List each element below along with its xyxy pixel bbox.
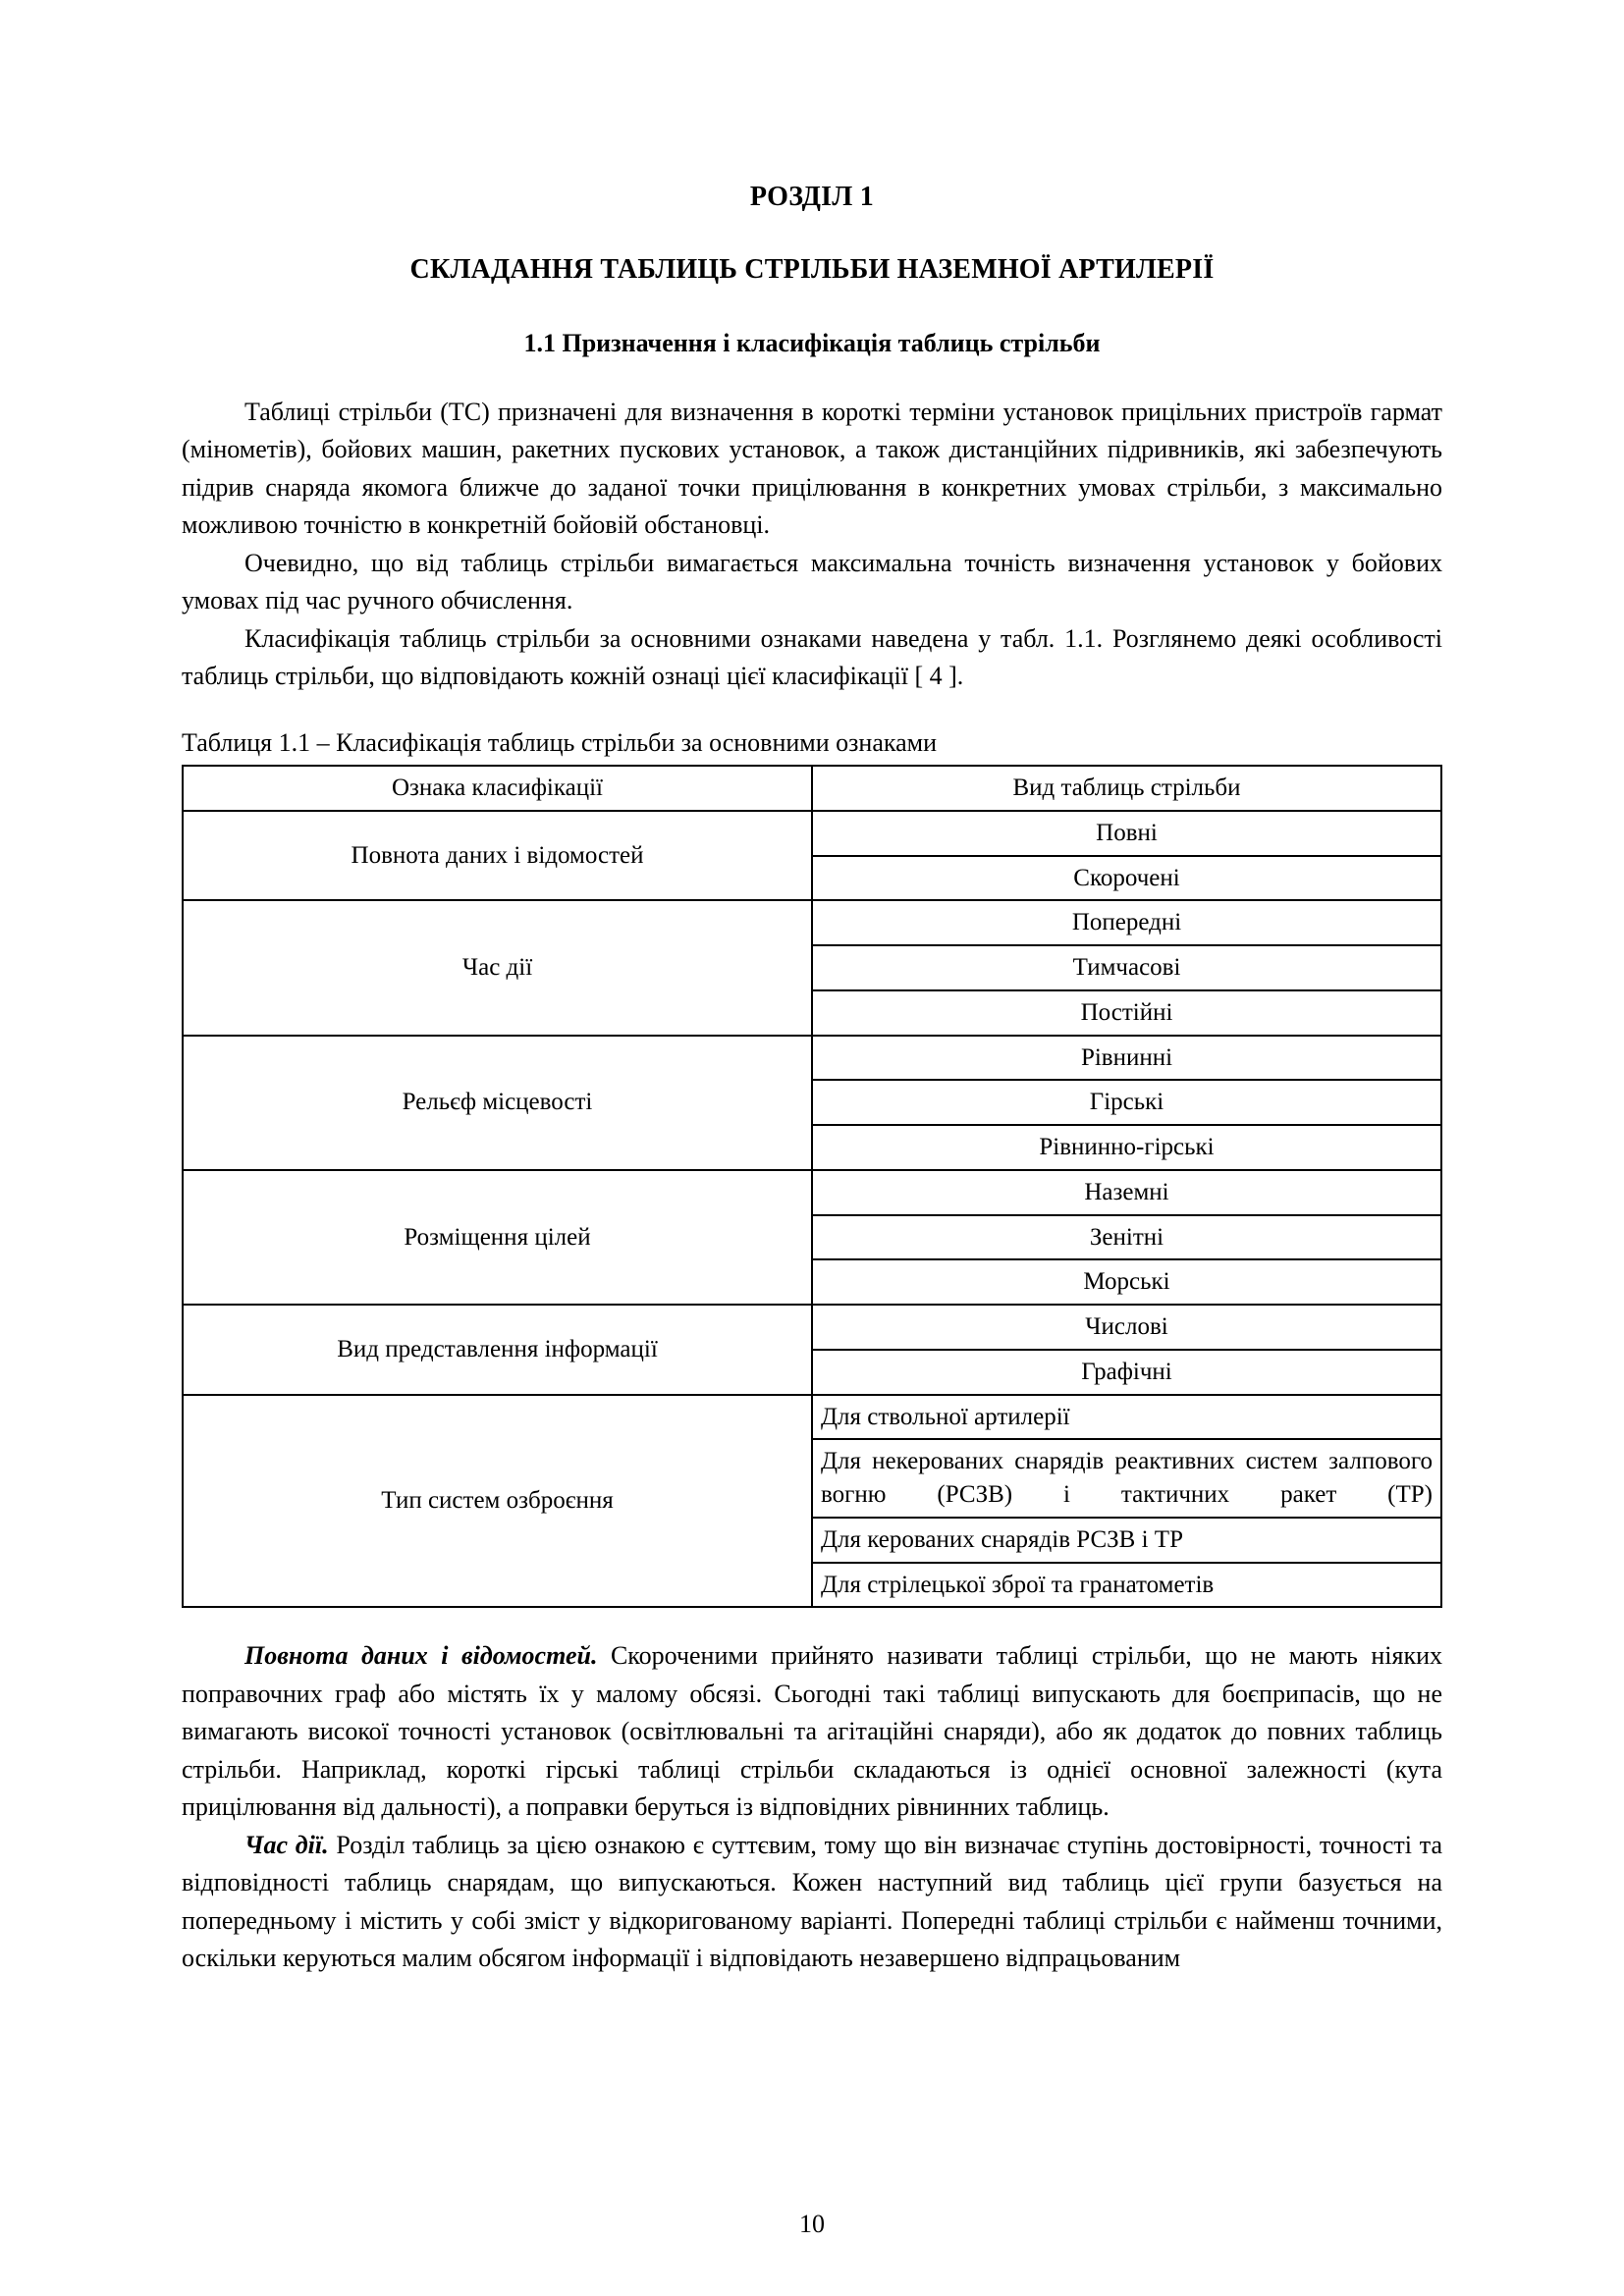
- table-row: [183, 900, 1441, 945]
- table-caption: Таблиця 1.1 – Класифікація таблиць стрільби за основними ознаками: [182, 727, 938, 757]
- table-cell-kind: Для керованих снарядів РСЗВ і ТР: [812, 1518, 1441, 1563]
- table-cell-kind: Рівнинні: [812, 1036, 1441, 1081]
- chapter-heading: РОЗДІЛ 1: [749, 182, 875, 212]
- table-body: [183, 811, 1441, 1608]
- table-cell-kind: Морські: [812, 1259, 1441, 1305]
- paragraph-5-rest: Розділ таблиць за цією ознакою є суттєвим, тому що він визначає ступінь достовірності, точності та відповідності таблиць снарядам, що випускаються. Кожен наступний вид таблиць цієї групи базується на попередньому і містить у собі зміст у відкоригованому варіанті. Попередні таблиці стрільби є найменш точними, оскільки керуються малим обсягом інформації і відповідають незавершено відпрацьованим: [182, 1830, 1442, 1973]
- section-heading: 1.1 Призначення і класифікація таблиць стрільби: [523, 329, 1101, 357]
- table-cell-kind: Зенітні: [812, 1215, 1441, 1260]
- table-cell-kind: Для стрілецької зброї та гранатометів: [812, 1563, 1441, 1608]
- classification-table: [182, 765, 1442, 1608]
- table-cell-kind: Рівнинно-гірські: [812, 1125, 1441, 1170]
- table-cell-kind: Постійні: [812, 990, 1441, 1036]
- paragraph-4-rest: Скороченими прийнято називати таблиці стрільби, що не мають ніяких поправочних граф або містять їх у малому обсязі. Сьогодні такі таблиці випускають для боєприпасів, що не вимагають високої точності установок (освітлювальні та агітаційні снаряди), або як додаток до повних таблиць стрільби. Наприклад, короткі гірські таблиці стрільби складаються із однієї основної залежності (кута прицілювання від дальності), а поправки беруться із відповідних рівнинних таблиць.: [182, 1641, 1442, 1822]
- table-row: [183, 1036, 1441, 1081]
- table-cell-feature: Вид представлення інформації: [183, 1305, 812, 1395]
- table-row: [183, 1170, 1441, 1215]
- column-header-feature: Ознака класифікації: [183, 766, 812, 811]
- paragraph-5: [182, 1827, 1442, 1978]
- paragraph-5-lead: Час дії.: [244, 1830, 329, 1859]
- paragraph-2: Очевидно, що від таблиць стрільби вимагається максимальна точність визначення установок у бойових умовах під час ручного обчислення.: [182, 548, 1442, 615]
- table-row: [183, 1305, 1441, 1350]
- table-cell-feature: Повнота даних і відомостей: [183, 811, 812, 901]
- table-row: [183, 1395, 1441, 1440]
- column-header-kind: Вид таблиць стрільби: [812, 766, 1441, 811]
- table-cell-kind: Тимчасові: [812, 945, 1441, 990]
- table-header-row: [183, 766, 1441, 811]
- table-cell-kind: Графічні: [812, 1350, 1441, 1395]
- table-cell-kind: Для ствольної артилерії: [812, 1395, 1441, 1440]
- table-cell-feature: Рельєф місцевості: [183, 1036, 812, 1170]
- table-cell-kind: Повні: [812, 811, 1441, 856]
- paragraph-1: Таблиці стрільби (ТС) призначені для визначення в короткі терміни установок прицільних пристроїв гармат (мінометів), бойових машин, ракетних пускових установок, а також дистанційних підривників, які забезпечують підрив снаряда якомога ближче до заданої точки прицілювання в конкретних умовах стрільби, з максимально можливою точністю в конкретній бойовій обстановці.: [182, 398, 1442, 540]
- table-cell-kind: Скорочені: [812, 856, 1441, 901]
- table-row: [183, 811, 1441, 856]
- chapter-title: СКЛАДАННЯ ТАБЛИЦЬ СТРІЛЬБИ НАЗЕМНОЇ АРТИЛЕРІЇ: [409, 254, 1215, 285]
- table-cell-kind: Гірські: [812, 1080, 1441, 1125]
- table-cell-feature: Тип систем озброєння: [183, 1395, 812, 1608]
- table-cell-kind: Наземні: [812, 1170, 1441, 1215]
- table-cell-kind: Для некерованих снарядів реактивних систем залпового вогню (РСЗВ) і тактичних ракет (ТР): [812, 1439, 1441, 1518]
- paragraph-4: [182, 1637, 1442, 1826]
- table-cell-kind: Попередні: [812, 900, 1441, 945]
- page-number: 10: [799, 2210, 825, 2238]
- paragraph-3: Класифікація таблиць стрільби за основними ознаками наведена у табл. 1.1. Розглянемо деякі особливості таблиць стрільби, що відповідають кожній ознаці цієї класифікації [ 4 ].: [182, 623, 1442, 691]
- paragraph-4-lead: Повнота даних і відомостей.: [244, 1641, 598, 1671]
- table-cell-feature: Час дії: [183, 900, 812, 1035]
- table-head: [183, 766, 1441, 811]
- table-cell-feature: Розміщення цілей: [183, 1170, 812, 1305]
- table-cell-kind: Числові: [812, 1305, 1441, 1350]
